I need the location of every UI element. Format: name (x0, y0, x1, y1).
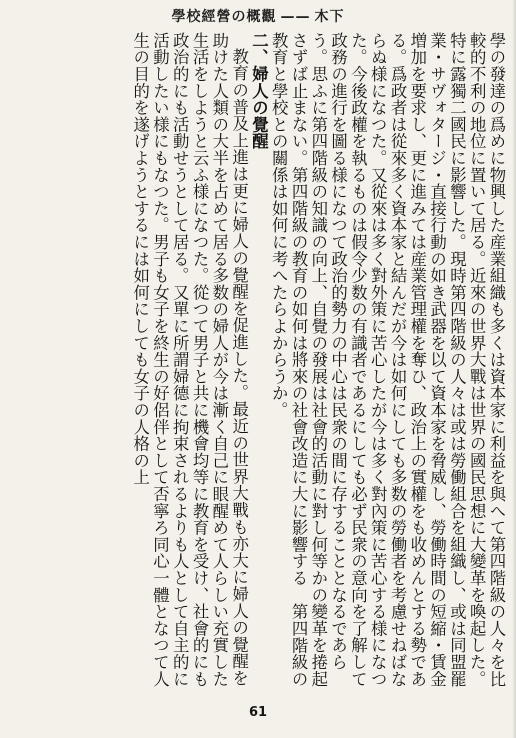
paragraph-2-part-a: 教育の普及上進は更に婦人の覺醒を促進した。最近の世界大戰も亦大に婦人の覺醒を助けた人類の大半を占めて居る多数の婦人が今は漸く自己に眼醒めて人らしい充實した生活をしようと云ふ様になつた。從つて男子と共に機會均等に教育を受け、社會的にも政治的にも活動せうとして居る。 (170, 32, 249, 688)
paragraph-1 (268, 32, 506, 692)
page-number: 61 (248, 705, 268, 720)
paragraph-1-tail: 第四階級の教育と學校との關係は如何に考へたらよからうか。 (269, 32, 309, 688)
header-separator: —— (280, 9, 311, 25)
running-header (0, 6, 516, 26)
paragraph-2 (130, 32, 249, 692)
section-heading: 二、婦人の覺醒 (249, 32, 269, 150)
header-title: 學校經營の概觀 (171, 9, 277, 25)
header-author: 木下 (314, 9, 345, 25)
paragraph-1-main: 學の發達の爲めに物興した産業組織も多くは資本家に利益を與へて第四階級の人々を比較的不利の地位に置いて居る。近來の世界大戰は世界の國民思想に大變革を喚起した。特に露獨二國民に影響した。現時第四階級の人々は或は勞働組合を組織し、或は同盟罷業・サヴォタージ・直接行動の如き武器を以て資本家を脅威し、勞働時間の短縮・賃金増加を要求し、更に進みては産業管理權を奪ひ、政治上の實權をも收めんとする勢である。爲政者は從來多く資本家と結んだが今は如何にしても多数の勞働者を考慮せねばならぬ様になつた。又從來は多く對外策に苦心したが今は多く對內策に苦心する様になつた。今後政權を執るものは假令少数の有識者であるにしても必ず民衆の意向を了解して政務の進行を圖る様になつて政治的勢力の中心は民衆の間に存することとなるであらう。思ふに第四階級の知識の向上、自覺の發展は社會的活動に對し何等かの變革を捲起さずば止まない。第四階級の教育の如何は將來の社會改造に大に影響する (289, 32, 506, 688)
paragraph-2-part-b: 又單に所謂婦德に拘束されるよりも人として自主的に活動したい様にもなつた。男子も女子を終生の好侶伴として否寧ろ同心一體となつて人生の目的を遂げようとするには如何にしても女子の人格の上 (130, 32, 190, 688)
vertical-body-text (10, 32, 506, 692)
